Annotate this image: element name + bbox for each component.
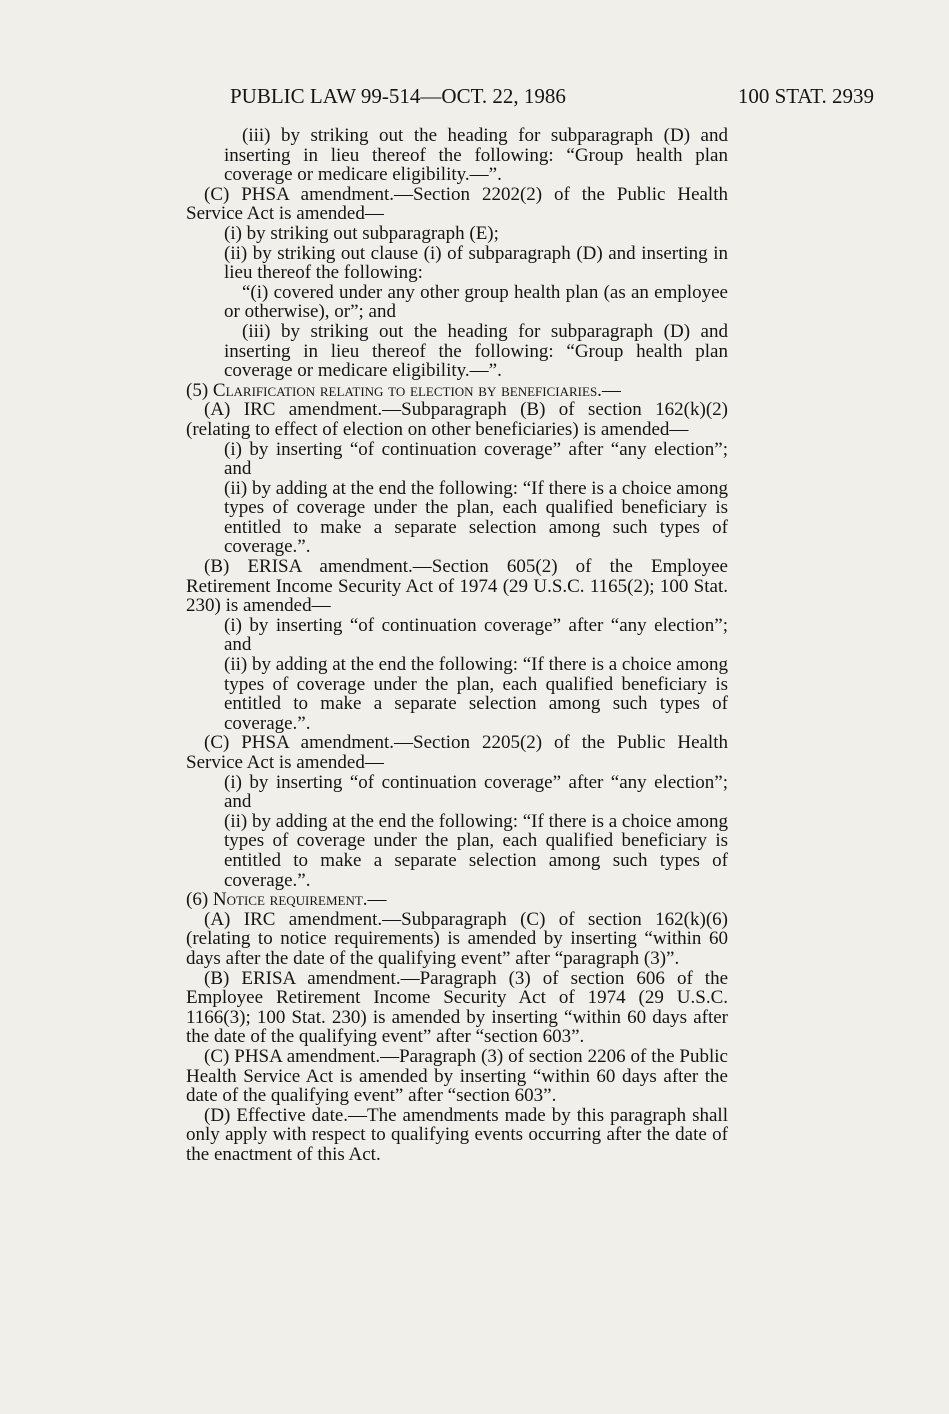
statute-paragraph: (iii) by striking out the heading for subparagraph (D) and inserting in lieu thereof the following: “Group health plan coverage or medicare eligibility.—”. [224, 320, 728, 382]
statute-paragraph: (i) by inserting “of continuation coverage” after “any election”; and [224, 614, 728, 656]
page-header [186, 84, 874, 114]
statute-paragraph: (ii) by adding at the end the following: “If there is a choice among types of coverage under the plan, each qualified beneficiary is entitled to make a separate selection among such types of coverage.”. [224, 654, 728, 734]
statute-paragraph: (ii) by adding at the end the following: “If there is a choice among types of coverage under the plan, each qualified beneficiary is entitled to make a separate selection among such types of coverage.”. [224, 477, 728, 558]
statute-paragraph: (A) IRC amendment.—Subparagraph (C) of section 162(k)(6) (relating to notice requirements) is amended by inserting “within 60 days after the date of the qualifying event” after “paragraph (3)”. [186, 908, 728, 969]
statute-paragraph: (C) PHSA amendment.—Section 2202(2) of the Public Health Service Act is amended— [186, 183, 728, 225]
statute-paragraph: (5) Clarification relating to election by beneficiaries.— [186, 379, 621, 401]
statute-paragraph: (iii) by striking out the heading for subparagraph (D) and inserting in lieu thereof the following: “Group health plan coverage or medicare eligibility.—”. [224, 125, 728, 186]
statute-page-number: 100 STAT. 2939 [737, 84, 874, 108]
statute-paragraph: (6) Notice requirement.— [186, 889, 387, 911]
public-law-citation: PUBLIC LAW 99-514—OCT. 22, 1986 [230, 84, 566, 108]
statute-paragraph: (i) by inserting “of continuation coverage” after “any election”; and [224, 771, 728, 813]
statute-paragraph: (C) PHSA amendment.—Paragraph (3) of section 2206 of the Public Health Service Act is amended by inserting “within 60 days after the date of the qualifying event” after “section 603”. [186, 1045, 728, 1107]
statute-paragraph: (A) IRC amendment.—Subparagraph (B) of section 162(k)(2) (relating to effect of election on other beneficiaries) is amended— [186, 399, 728, 440]
statute-paragraph: (C) PHSA amendment.—Section 2205(2) of the Public Health Service Act is amended— [186, 732, 728, 773]
statute-paragraph: (i) by striking out subparagraph (E); [224, 222, 499, 244]
statute-paragraph: (B) ERISA amendment.—Paragraph (3) of section 606 of the Employee Retirement Income Security Act of 1974 (29 U.S.C. 1166(3); 100 Stat. 230) is amended by inserting “within 60 days after the date of the qualifying event” after “section 603”. [186, 967, 728, 1048]
statute-paragraph: “(i) covered under any other group health plan (as an employee or otherwise), or”; and [224, 281, 728, 323]
statute-paragraph: (ii) by striking out clause (i) of subparagraph (D) and inserting in lieu thereof the following: [224, 242, 728, 284]
statute-paragraph: (ii) by adding at the end the following: “If there is a choice among types of coverage under the plan, each qualified beneficiary is entitled to make a separate selection among such types of coverage.”. [224, 810, 728, 891]
document-body [186, 126, 728, 1164]
statute-paragraph: (i) by inserting “of continuation coverage” after “any election”; and [224, 438, 728, 480]
statute-paragraph: (B) ERISA amendment.—Section 605(2) of the Employee Retirement Income Security Act of 1974 (29 U.S.C. 1165(2); 100 Stat. 230) is amended— [186, 556, 728, 617]
statute-paragraph: (D) Effective date.—The amendments made by this paragraph shall only apply with respect to qualifying events occurring after the date of the enactment of this Act. [186, 1104, 728, 1165]
